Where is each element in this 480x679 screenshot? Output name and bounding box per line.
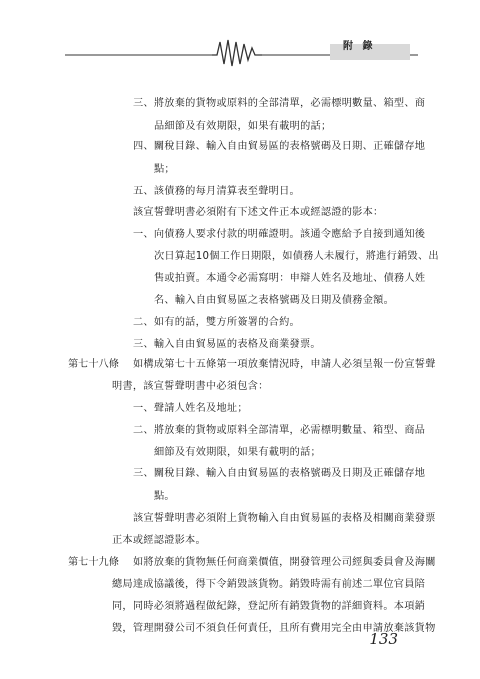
article-number: 第七十九條: [68, 557, 119, 568]
article-text-line: 如構成第七十五條第一項放棄情況時，申請人必須呈報一份宣誓聲: [133, 359, 436, 370]
list-item-line: 名、輸入自由貿易區之表格號碼及日期及債務金額。: [154, 295, 395, 306]
list-item-line: 三、將放棄的貨物或原料的全部清單，必需標明數量、箱型、商: [133, 98, 426, 109]
page-number: 133: [369, 630, 398, 648]
list-item-line: 五、該債務的每月清算表至聲明日。: [133, 186, 300, 197]
list-item-line: 品細節及有效期限，如果有載明的話；: [154, 121, 332, 132]
list-item-line: 次日算起10個工作日期限，如債務人未履行，將進行銷毀、出: [154, 251, 439, 262]
article-text-line: 明書，該宣誓聲明書中必須包含：: [112, 381, 269, 392]
article-text-line: 總局達成協議後，得下令銷毀該貨物。銷毀時需有前述二單位官員陪: [112, 579, 426, 590]
paragraph-line: 該宣誓聲明書必須附有下述文件正本或經認證的影本：: [133, 207, 384, 218]
article-text-line: 毀，管理開發公司不須負任何責任，且所有費用完全由申請放棄該貨物: [112, 623, 436, 634]
header-rule-decoration: [0, 0, 480, 70]
list-item-line: 二、將放棄的貨物或原料全部清單，必需標明數量、箱型、商品: [133, 425, 426, 436]
article-text-line: 同，同時必須將過程做紀錄，登記所有銷毀貨物的詳細資料。本項銷: [112, 601, 426, 612]
header-label: 附 錄: [343, 41, 376, 52]
list-item-line: 點。: [154, 491, 175, 502]
list-item-line: 一、聲請人姓名及地址；: [133, 403, 248, 414]
page-header: [0, 0, 480, 70]
list-item-line: 細節及有效期限，如果有載明的話；: [154, 447, 321, 458]
paragraph-line: 該宣誓聲明書必須附上貨物輸入自由貿易區的表格及相關商業發票: [133, 513, 436, 524]
list-item-line: 三、關稅目錄、輸入自由貿易區的表格號碼及日期及正確儲存地: [133, 468, 426, 479]
article-text-line: 如將放棄的貨物無任何商業價值，開發管理公司經與委員會及海關: [133, 557, 436, 568]
list-item-line: 二、如有的話，雙方所簽署的合約。: [133, 317, 300, 328]
list-item-line: 一、向債務人要求付款的明確證明。該通令應給予自接到通知後: [133, 229, 426, 240]
list-item-line: 售或拍賣。本通令必需寫明：申辯人姓名及地址、債務人姓: [154, 273, 426, 284]
list-item-line: 三、輸入自由貿易區的表格及商業發票。: [133, 339, 321, 350]
list-item-line: 點；: [154, 164, 175, 175]
list-item-line: 四、關稅目錄、輸入自由貿易區的表格號碼及日期、正確儲存地: [133, 141, 426, 152]
paragraph-line: 正本或經認證影本。: [112, 535, 206, 546]
article-number: 第七十八條: [68, 359, 119, 370]
